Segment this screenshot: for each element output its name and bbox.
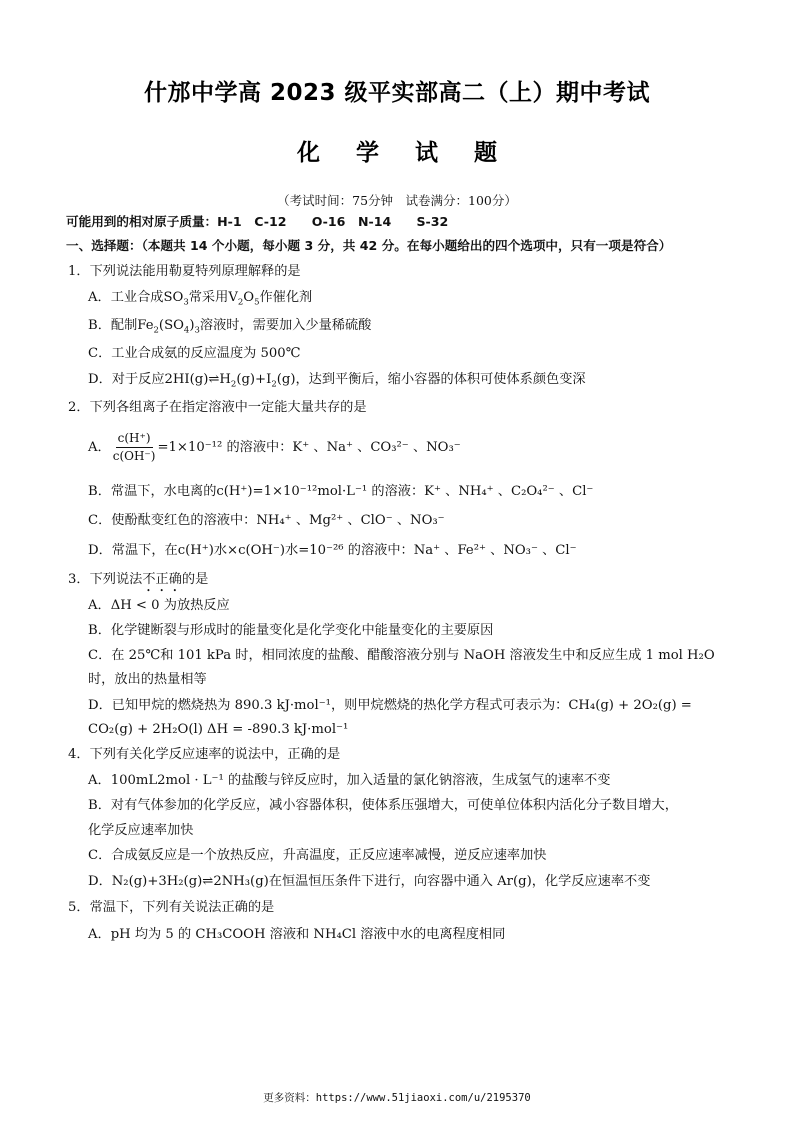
question-5-option-a: A．pH 均为 5 的 CH₃COOH 溶液和 NH₄Cl 溶液中水的电离程度相同 (88, 927, 506, 942)
question-1-option-b: B．配制$Fe_2(SO_4)_3$溶液时，需要加入少量稀硫酸 (88, 318, 372, 336)
question-4-option-a: A．100mL2mol · L⁻¹ 的盐酸与锌反应时，加入适量的氯化钠溶液，生成氢气的速率不变 (88, 773, 611, 788)
question-1-option-c: C．工业合成氨的反应温度为 500℃ (88, 346, 301, 361)
question-1-stem: 1．下列说法能用勒夏特列原理解释的是 (68, 264, 301, 279)
atomic-masses: 可能用到的相对原子质量：H-1 C-12 O-16 N-14 S-32 (66, 214, 449, 229)
question-4-stem: 4．下列有关化学反应速率的说法中，正确的是 (68, 747, 341, 762)
question-3-option-a: A．ΔH < 0 为放热反应 (88, 598, 230, 613)
question-1-option-d: D．对于反应$2HI(g)\rightleftharpoons H_2(g)+I_2(g)$，达到平衡后，缩小容器的体积可使体系颜色变深 (88, 372, 586, 390)
question-2-option-a: A． $\frac{c(H^+)}{c(OH^-)}$ =1×10⁻¹² 的溶液中：K⁺ 、Na⁺ 、CO₃²⁻ 、NO₃⁻ (88, 431, 461, 463)
exam-subtitle: 化学试题 (297, 140, 533, 166)
question-2-option-d: D．常温下，在c(H⁺)水×c(OH⁻)水=10⁻²⁶ 的溶液中：Na⁺ 、Fe²⁺ 、NO₃⁻ 、Cl⁻ (88, 543, 577, 558)
question-2-option-c: C．使酚酞变红色的溶液中：NH₄⁺ 、Mg²⁺ 、ClO⁻ 、NO₃⁻ (88, 513, 445, 528)
exam-title: 什邡中学高 2023 级平实部高二（上）期中考试 (143, 80, 651, 106)
question-5-stem: 5．常温下，下列有关说法正确的是 (68, 900, 275, 915)
question-2-option-b: B．常温下，水电离的c(H⁺)=1×10⁻¹²mol·L⁻¹ 的溶液：K⁺ 、NH₄⁺ 、C₂O₄²⁻ 、Cl⁻ (88, 484, 594, 499)
question-3-stem: 3．下列说法不正确的是 (68, 572, 209, 587)
question-2-stem: 2．下列各组离子在指定溶液中一定能大量共存的是 (68, 400, 367, 415)
question-3-option-d-line1: D．已知甲烷的燃烧热为 890.3 kJ·mol⁻¹，则甲烷燃烧的热化学方程式可表示为：CH₄(g) + 2O₂(g) = (88, 698, 692, 713)
question-3-option-b: B．化学键断裂与形成时的能量变化是化学变化中能量变化的主要原因 (88, 623, 494, 638)
section-heading: 一、选择题：（本题共 14 个小题，每小题 3 分，共 42 分。在每小题给出的四个选项中，只有一项是符合） (66, 238, 672, 253)
question-3-option-d-line2: CO₂(g) + 2H₂O(l) ΔH = -890.3 kJ·mol⁻¹ (88, 722, 349, 737)
question-4-option-b-line1: B．对有气体参加的化学反应，减小容器体积，使体系压强增大，可使单位体积内活化分子数目增大， (88, 798, 678, 813)
footer-link: 更多资料：https://www.51jiaoxi.com/u/2195370 (263, 1092, 531, 1104)
question-3-option-c-line2: 时，放出的热量相等 (88, 672, 207, 687)
exam-info: （考试时间：75分钟 试卷满分：100分） (277, 193, 517, 208)
concentration-ratio-fraction: $\frac{c(H^+)}{c(OH^-)}$ (112, 431, 156, 463)
question-4-option-b-line2: 化学反应速率加快 (88, 823, 194, 838)
question-1-option-a: A．工业合成$SO_3$常采用$V_2O_5$作催化剂 (88, 290, 313, 308)
question-3-option-c-line1: C．在 25℃和 101 kPa 时，相同浓度的盐酸、醋酸溶液分别与 NaOH 溶液发生中和反应生成 1 mol H₂O (88, 648, 715, 663)
question-4-option-c: C．合成氨反应是一个放热反应，升高温度，正反应速率减慢，逆反应速率加快 (88, 848, 547, 863)
question-4-option-d: D．N₂(g)+3H₂(g)⇌2NH₃(g)在恒温恒压条件下进行，向容器中通入 Ar(g)，化学反应速率不变 (88, 874, 651, 889)
